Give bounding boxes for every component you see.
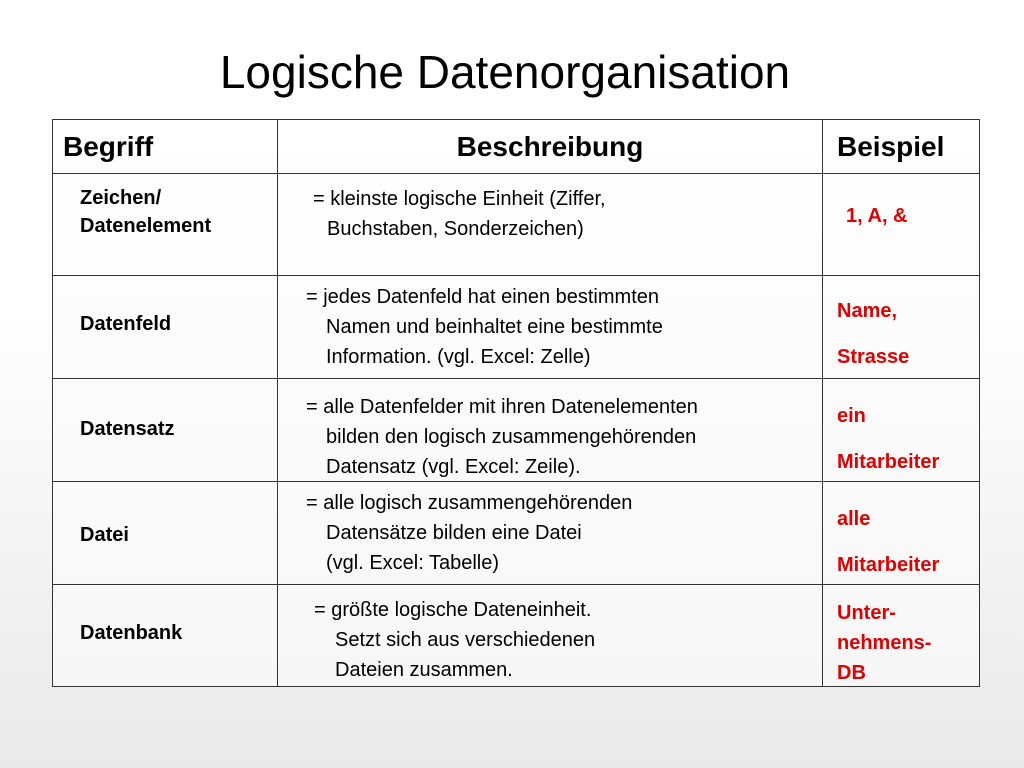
description-line: Datensätze bilden eine Datei [326, 522, 582, 544]
example-cell [837, 393, 939, 485]
term-line: Datenfeld [80, 313, 172, 335]
example-cell [837, 496, 939, 588]
description-line: = kleinste logische Einheit (Ziffer, [313, 188, 606, 210]
example-line: Mitarbeiter [837, 554, 940, 576]
slide-title: Logische Datenorganisation [219, 46, 791, 98]
term-line: Zeichen/ [80, 187, 162, 209]
example-cell [846, 204, 908, 228]
column-divider [822, 120, 823, 686]
example-line: 1, A, & [846, 205, 908, 227]
description-cell [306, 392, 698, 482]
row-divider [53, 275, 979, 276]
term-cell [80, 310, 171, 338]
definitions-table [52, 119, 980, 687]
description-line: (vgl. Excel: Tabelle) [326, 552, 500, 574]
description-line: Setzt sich aus verschiedenen [335, 629, 596, 651]
column-divider [277, 120, 278, 686]
header-example: Beispiel [837, 131, 945, 162]
description-line: = jedes Datenfeld hat einen bestimmten [306, 286, 659, 308]
description-line: bilden den logisch zusammengehörenden [326, 426, 697, 448]
header-description: Beschreibung [456, 131, 644, 162]
term-line: Datei [80, 524, 129, 546]
example-line: alle [837, 508, 871, 530]
term-cell [80, 619, 182, 647]
header-term: Begriff [63, 131, 154, 162]
example-line: Name, [837, 300, 898, 322]
description-line: = alle Datenfelder mit ihren Datenelementen [306, 396, 698, 418]
example-line: Strasse [837, 346, 910, 368]
example-line: ein [837, 405, 866, 427]
term-line: Datenbank [80, 622, 183, 644]
term-cell [80, 184, 211, 240]
description-line: = alle logisch zusammengehörenden [306, 492, 633, 514]
term-line: Datensatz [80, 418, 175, 440]
example-cell [837, 288, 909, 380]
example-cell [837, 598, 931, 688]
term-line: Datenelement [80, 215, 212, 237]
description-line: Datensatz (vgl. Excel: Zeile). [326, 456, 581, 478]
example-line: Mitarbeiter [837, 451, 940, 473]
description-line: Namen und beinhaltet eine bestimmte [326, 316, 663, 338]
description-line: Buchstaben, Sonderzeichen) [327, 218, 584, 240]
description-cell [313, 184, 606, 244]
term-cell [80, 521, 129, 549]
example-line: Unter- [837, 602, 896, 624]
description-line: Information. (vgl. Excel: Zelle) [326, 346, 591, 368]
example-line: DB [837, 662, 866, 684]
description-line: = größte logische Dateneinheit. [314, 599, 592, 621]
description-cell [314, 595, 595, 685]
term-cell [80, 415, 174, 443]
description-cell [306, 282, 663, 372]
description-line: Dateien zusammen. [335, 659, 513, 681]
example-line: nehmens- [837, 632, 932, 654]
description-cell [306, 488, 632, 578]
